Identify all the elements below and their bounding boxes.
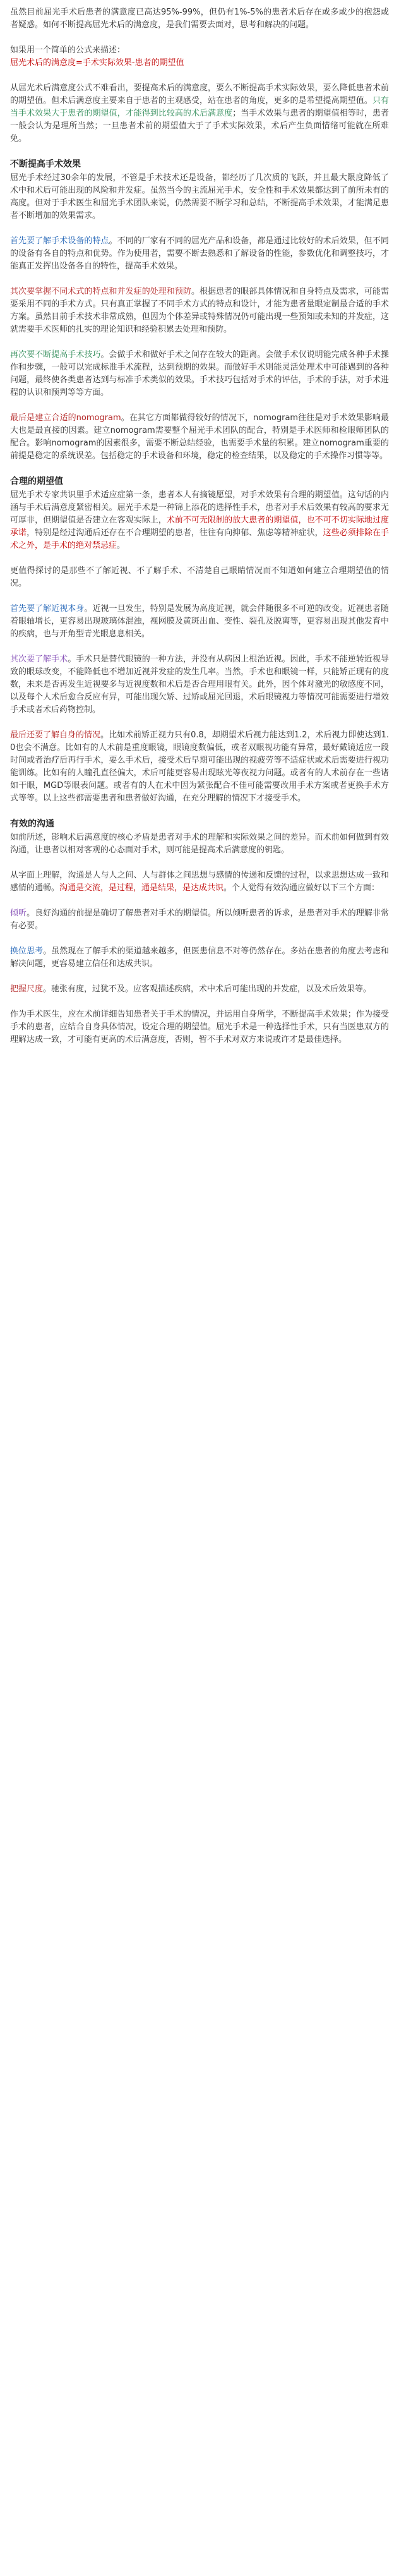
myopia-text: 。近视一旦发生，特别是发展为高度近视，就会伴随很多不可逆的改变。近视患者随着眼轴增长，更容易出现玻璃体混浊，视网膜及黄斑出血、变性、裂孔及脱离等，更容易出现其他发育中的疾病，也与开角型青光眼息息相关。 bbox=[10, 604, 389, 639]
expectation-myopia bbox=[10, 603, 389, 641]
communication-paragraph-1: 如前所述，影响术后满意度的核心矛盾是患者对手术的理解和实际效果之间的差异。而术前如何做到有效沟通，让患者以相对客观的心态面对手术，则可能是提高术后满意度的钥匙。 bbox=[10, 833, 389, 855]
surgery-lead: 其次要了解手术 bbox=[10, 655, 68, 664]
satisfaction-formula: 屈光术后的满意度=手术实际效果-患者的期望值 bbox=[10, 58, 184, 68]
communication-paragraph-2 bbox=[10, 869, 389, 895]
skills-text: 。会做手术和做好手术之间存在较大的距离。会做手术仅说明能完成各种手术操作和步骤，一般可以完成标准手术流程，达到预期的效果。而做好手术则能灵活处理术中可能遇到的各种问题，最终使各类患者达到与标准手术类似的效果。手术技巧包括对手术的评估，手术的手法，对手术进程的认识和预判等等方面。 bbox=[10, 350, 389, 397]
article bbox=[0, 0, 399, 1046]
equipment-lead: 首先要了解手术设备的特点 bbox=[10, 236, 109, 246]
expectation-p1-contraindication: 这些必须排除在手术之外，是手术的绝对禁忌症 bbox=[10, 528, 389, 550]
expectation-p1-end: 。 bbox=[117, 541, 126, 550]
formula-explain-text: 从屈光术后满意度公式不难看出，要提高术后的满意度，要么不断提高手术实际效果，要么降低患者术前的期望值。但术后满意度主要来自于患者的主观感受，站在患者的角度，更多的是希望提高期望值。 bbox=[10, 83, 389, 106]
nomogram-lead: 最后是建立合适的nomogram bbox=[10, 413, 121, 423]
improve-effect-paragraph-1: 屈光手术经过30余年的发展，不管是手术技术还是设备，都经历了几次质的飞跃，并且最大限度降低了术中和术后可能出现的风险和并发症。虽然当今的主流屈光手术，安全性和手术效果都达到了前所未有的高度。但对于手术医生和屈光手术团队来说，仍然需要不断学习和总结，不断提高手术效果，才能满足患者不断增加的效果需求。 bbox=[10, 173, 389, 221]
expectation-surgery bbox=[10, 653, 389, 717]
listen-text: 。良好沟通的前提是确切了解患者对手术的期望值。所以倾听患者的诉求，是患者对手术的理解非常有必要。 bbox=[10, 909, 389, 931]
expectation-self bbox=[10, 729, 389, 805]
improve-effect-surgical-methods bbox=[10, 286, 389, 336]
equipment-text: 。不同的厂家有不同的屈光产品和设备，都是通过比较好的术后效果，但不同的设备有各自的特点和优势。作为使用者，需要不断去熟悉和了解设备的性能，参数优化和调整技巧，才能真正发挥出设备各自的特性，提高手术效果。 bbox=[10, 236, 389, 271]
nomogram-text: 。在其它方面都做得较好的情况下，nomogram往往是对手术效果影响最大也是最直接的因素。建立nomogram需要整个屈光手术团队的配合，特别是手术医师和检眼师团队的配合。影响nomogram的因素很多，需要不断总结经验，也需要手术量的积累。建立nomogram重要的前提是稳定的系统误差。包括稳定的手术设备和环境，稳定的检查结果，以及稳定的手术操作习惯等等。 bbox=[10, 413, 389, 461]
communication-p2-highlight: 沟通是交流，是过程，通是结果，是达成共识 bbox=[59, 883, 224, 893]
formula-lead: 如果用一个简单的公式来描述： bbox=[10, 45, 126, 55]
formula-explain-highlight: 只有当手术效果大于患者的期望值，才能得到比较高的术后满意度 bbox=[10, 96, 389, 118]
surgery-text: 。手术只是替代眼镜的一种方法，并没有从病因上根治近视。因此，手术不能逆转近视导致的眼球改变，不能降低也不增加近视并发症的发生几率。当然，手术也和眼镜一样，只能矫正现有的度数，未来是否再发生近视要多与近视度数和术后是否合理用眼有关。此外，因个体对激光的敏感度不同，以及每个人术后愈合反应有异，可能出现欠矫、过矫或屈光回退，术后眼镜视力等情况可能需要进行增效手术或者术后药物控制。 bbox=[10, 655, 389, 715]
conclusion-paragraph: 作为手术医生，应在术前详细告知患者关于手术的情况，并运用自身所学，不断提高手术效果；作为接受手术的患者，应结合自身具体情况，设定合理的期望值。屈光手术是一种选择性手术，只有当医患双方的理解达成一致，才可能有更高的术后满意度，否则，暂不手术对双方来说或许才是最佳选择。 bbox=[10, 1010, 389, 1044]
measure-text: 。驰张有度，过犹不及。应客观描述疾病，术中术后可能出现的并发症，以及术后效果等。 bbox=[43, 984, 372, 994]
improve-effect-equipment bbox=[10, 235, 389, 273]
communication-p2-text: 从字面上理解，沟通是人与人之间、人与群体之间思想与感情的传递和反馈的过程，以求思想达成一致和感情的通畅。 bbox=[10, 871, 389, 893]
empathy-text: 。虽然现在了解手术的渠道越来越多，但医患信息不对等仍然存在。多站在患者的角度去考虑和解决问题，更容易建立信任和达成共识。 bbox=[10, 946, 389, 969]
listen-lead: 倾听 bbox=[10, 909, 27, 918]
formula-explanation bbox=[10, 82, 389, 145]
communication-empathy bbox=[10, 945, 389, 971]
methods-text: 。根据患者的眼部具体情况和自身特点及需求，可能需要采用不同的手术方式。只有真正掌握了不同手术方式的特点和设计，才能为患者量眼定制最合适的手术方案。虽然目前手术技术非常成熟，但因为个体差异或特殊情况仍可能出现一些预知或未知的并发症，这就需要手术医师的扎实的理论知识和经验积累去处理和预防。 bbox=[10, 287, 389, 334]
expectation-p1-warning: 术前不可无限制的放大患者的期望值，也不可不切实际地过度承诺 bbox=[10, 516, 389, 538]
improve-effect-skills bbox=[10, 349, 389, 399]
section-title-improve-effect: 不断提高手术效果 bbox=[10, 159, 81, 169]
intro-paragraph: 虽然目前屈光手术后患者的满意度已高达95%-99%，但仍有1%-5%的患者术后存在或多或少的抱怨或者疑惑。如何不断提高屈光术后的满意度，是我们需要去面对，思考和解决的问题。 bbox=[10, 8, 389, 30]
section-title-expectation: 合理的期望值 bbox=[10, 476, 63, 487]
expectation-p1-text: 屈光手术专家共识里手术适应症第一条，患者本人有摘镜愿望，对手术效果有合理的期望值。这句话的内涵与手术后满意度紧密相关。屈光手术是一种锦上添花的选择性手术，患者对手术后效果有较高的要求无可厚非，但期望值是否建立在客观实际上， bbox=[10, 490, 389, 525]
self-text: 。比如术前矫正视力只有0.8，却期望术后视力能达到1.2，术后视力即使达到1.0也会不满意。比如有的人术前是重度眼镜，眼镜度数偏低，或者双眼视功能有异常，最好戴镜适应一段时间或者治疗后再行手术，要么手术后，接受术后早期可能出现的视疲劳等不适症状或术后需要进行视功能训练。比如有的人瞳孔直径偏大，术后可能更容易出现眩光等夜视力问题。或者有的人术前存在一些诸如干眼，MGD等眼表问题。或者有的人在术中因为紧张配合不佳可能需要改用手术方案或者更换手术方式等等。以上这些都需要患者和患者做好沟通，在充分理解的情况下才接受手术。 bbox=[10, 730, 389, 803]
self-lead: 最后还要了解自身的情况 bbox=[10, 730, 101, 740]
expectation-paragraph-2: 更值得探讨的是那些不了解近视、不了解手术、不清楚自己眼睛情况而不知道如何建立合理期望值的情况。 bbox=[10, 566, 389, 588]
expectation-p1-mid: ，特别是经过沟通后还存在不合理期望的患者，往往有向抑郁、焦虑等精神症状， bbox=[27, 528, 323, 538]
measure-lead: 把握尺度 bbox=[10, 984, 44, 994]
communication-listen bbox=[10, 907, 389, 933]
myopia-lead: 首先要了解近视本身 bbox=[10, 604, 85, 614]
improve-effect-nomogram bbox=[10, 412, 389, 463]
skills-lead: 再次要不断提高手术技巧 bbox=[10, 350, 101, 360]
section-title-communication: 有效的沟通 bbox=[10, 819, 54, 829]
communication-p2-end: 。个人觉得有效沟通应做好以下三个方面： bbox=[223, 883, 380, 893]
methods-lead: 其次要掌握不同术式的特点和并发症的处理和预防 bbox=[10, 287, 191, 296]
empathy-lead: 换位思考 bbox=[10, 946, 44, 956]
expectation-paragraph-1 bbox=[10, 489, 389, 552]
communication-measure bbox=[10, 983, 389, 996]
formula-explain-tail: ；当手术效果与患者的期望值相等时，患者一般会认为是理所当然；一旦患者术前的期望值大于了手术实际效果，术后产生负面情绪可能就在所难免。 bbox=[10, 109, 389, 143]
